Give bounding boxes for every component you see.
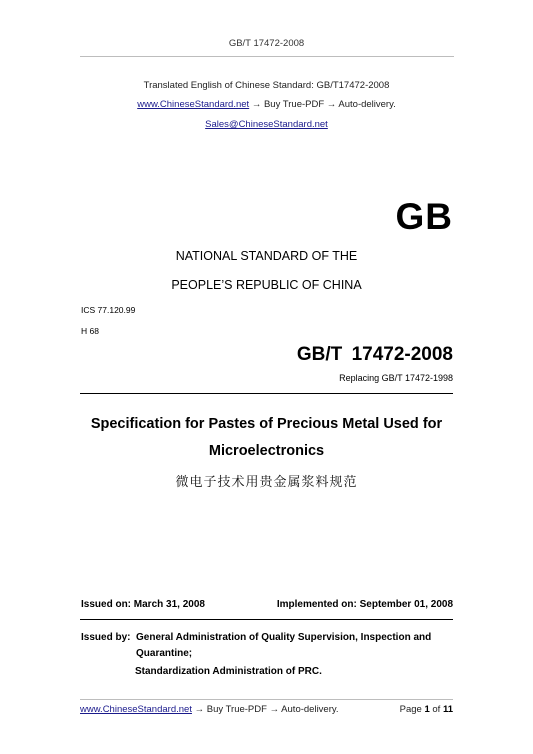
issued-by-label: Issued by:: [81, 632, 131, 643]
email-link[interactable]: Sales@ChineseStandard.net: [205, 119, 328, 130]
website-link[interactable]: www.ChineseStandard.net: [137, 99, 250, 110]
issuing-org-1: General Administration of Quality Supervision, Inspection and Quarantine;: [136, 632, 432, 659]
national-standard-line1: NATIONAL STANDARD OF THE: [175, 249, 358, 263]
page-current: 1: [424, 704, 430, 715]
title-en-line2: Microelectronics: [208, 443, 325, 459]
title-cn: 微电子技术用贵金属浆料规范: [175, 475, 358, 490]
title-divider: [80, 393, 453, 394]
page-of: of: [432, 704, 441, 715]
ccs-code: H 68: [81, 326, 99, 336]
footer-promo: [80, 704, 339, 715]
footer-website-link[interactable]: www.ChineseStandard.net: [80, 704, 192, 715]
national-standard-line2: PEOPLE’S REPUBLIC OF CHINA: [171, 278, 362, 292]
issuing-org-2: Standardization Administration of PRC.: [135, 666, 322, 677]
ics-code: ICS 77.120.99: [81, 305, 136, 315]
header-divider: [80, 56, 454, 57]
title-en-line1: Specification for Pastes of Precious Metal Used for: [90, 416, 443, 432]
dates-divider: [80, 619, 453, 620]
standard-number: GB/T 17472-2008: [296, 344, 453, 365]
footer-promo-text: → Buy True-PDF → Auto-delivery.: [194, 704, 339, 715]
purchase-notice-text: → Buy True-PDF → Auto-delivery.: [251, 99, 396, 110]
email-line: [0, 119, 533, 130]
page-indicator: [400, 704, 453, 715]
purchase-notice: [0, 99, 533, 110]
running-header: GB/T 17472-2008: [228, 38, 305, 49]
issued-by-block: [81, 630, 432, 677]
translation-notice: Translated English of Chinese Standard: GB/T17472-2008: [143, 80, 390, 91]
page-total: 11: [442, 704, 453, 715]
issued-on-date: Issued on: March 31, 2008: [81, 599, 205, 610]
footer-divider: [80, 699, 453, 700]
gb-mark: GB: [395, 196, 453, 237]
implemented-on-date: Implemented on: September 01, 2008: [276, 599, 453, 610]
page-label: Page: [399, 704, 422, 715]
replacing-note: Replacing GB/T 17472-1998: [339, 373, 453, 383]
